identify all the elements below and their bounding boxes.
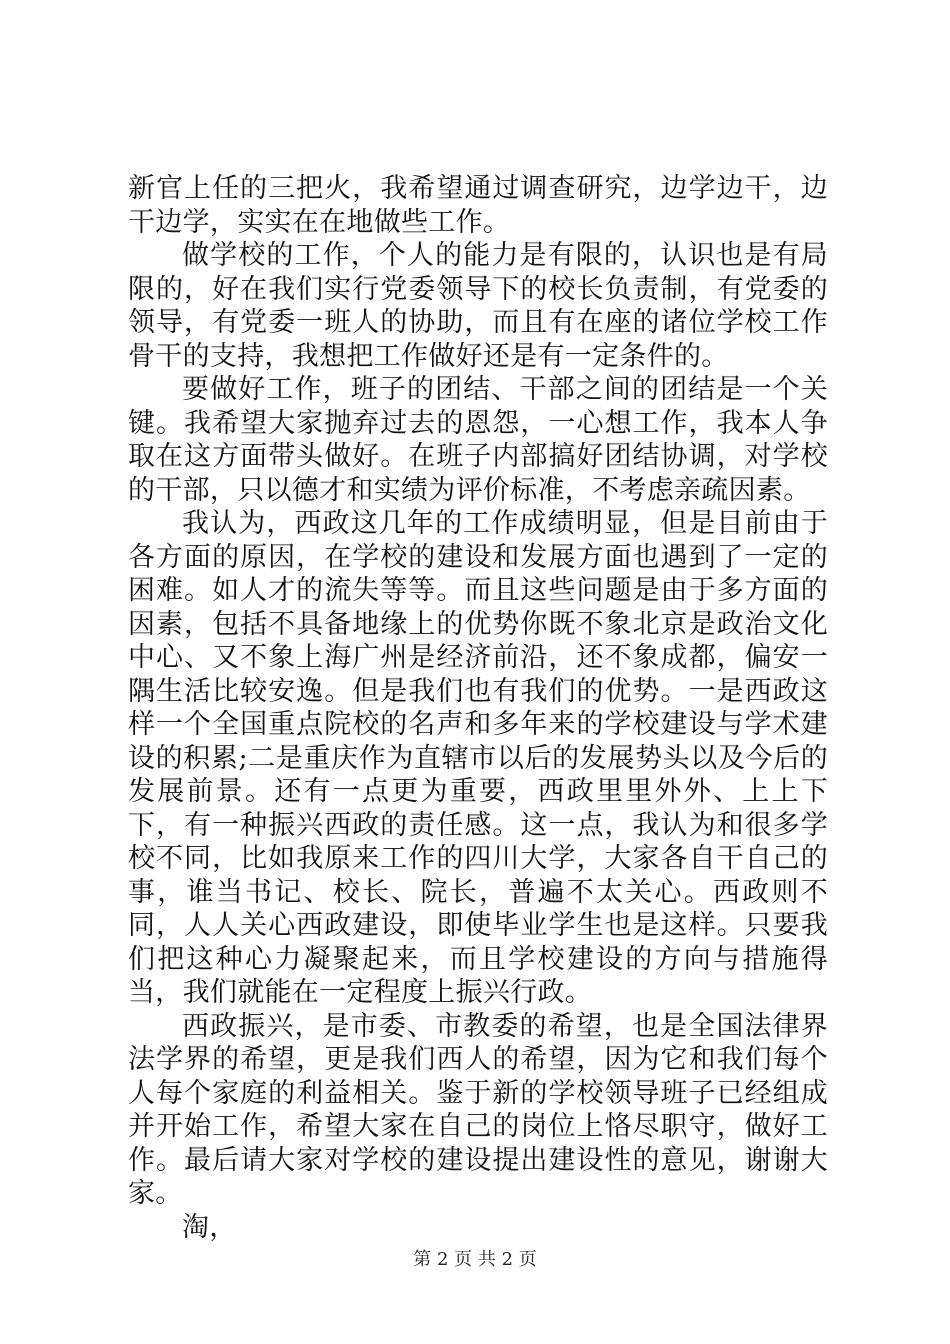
paragraph-5: 西政振兴，是市委、市教委的希望，也是全国法律界法学界的希望，更是我们西人的希望，因为它和我们每个人每个家庭的利益相关。鉴于新的学校领导班子已经组成并开始工作，希望大家在自己的岗位上恪尽职守，做好工作。最后请大家对学校的建设提出建设性的意见，谢谢大家。	[128, 1010, 828, 1209]
paragraph-1: 新官上任的三把火，我希望通过调查研究，边学边干，边干边学，实实在在地做些工作。	[128, 173, 828, 238]
page-footer: 第 2 页 共 2 页	[413, 1249, 537, 1270]
paragraph-3: 要做好工作，班子的团结、干部之间的团结是一个关键。我希望大家抛弃过去的恩怨，一心想工作，我本人争取在这方面带头做好。在班子内部搞好团结协调，对学校的干部，只以德才和实绩为评价标准，不考虑亲疏因素。	[128, 374, 828, 506]
paragraph-2: 做学校的工作，个人的能力是有限的，认识也是有局限的，好在我们实行党委领导下的校长负责制，有党委的领导，有党委一班人的协助，而且有在座的诸位学校工作骨干的支持，我想把工作做好还是有一定条件的。	[128, 240, 828, 372]
paragraph-4: 我认为，西政这几年的工作成绩明显，但是目前由于各方面的原因，在学校的建设和发展方面也遇到了一定的困难。如人才的流失等等。而且这些问题是由于多方面的因素，包括不具备地缘上的优势你既不象北京是政治文化中心、又不象上海广州是经济前沿，还不象成都，偏安一隅生活比较安逸。但是我们也有我们的优势。一是西政这样一个全国重点院校的名声和多年来的学校建设与学术建设的积累;二是重庆作为直辖市以后的发展势头以及今后的发展前景。还有一点更为重要，西政里里外外、上上下下，有一种振兴西政的责任感。这一点，我认为和很多学校不同，比如我原来工作的四川大学，大家各自干自己的事，谁当书记、校长、院长，普遍不太关心。西政则不同，人人关心西政建设，即使毕业学生也是这样。只要我们把这种心力凝聚起来，而且学校建设的方向与措施得当，我们就能在一定程度上振兴行政。	[128, 508, 828, 1008]
document-body	[128, 172, 828, 1244]
paragraph-6: 淘，	[182, 1211, 237, 1243]
